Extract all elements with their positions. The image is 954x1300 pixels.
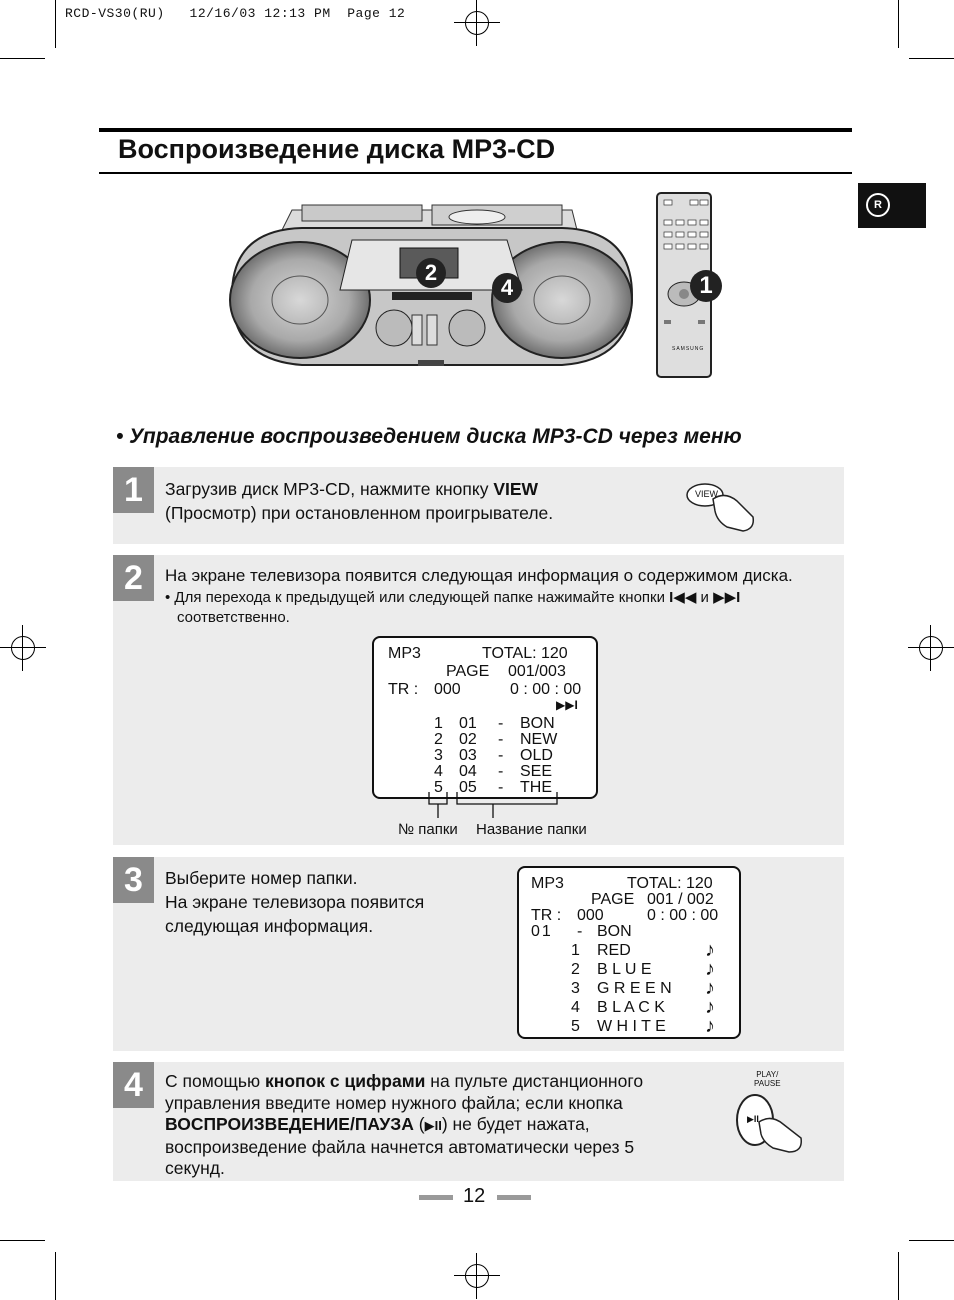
crop-mark — [55, 1252, 56, 1300]
step-1-panel — [113, 467, 844, 544]
bullet-text: • Для перехода к предыдущей или следующей папке нажимайте кнопки — [165, 589, 670, 606]
folder-code: 03 — [459, 747, 477, 764]
play-pause-button-glyph: ▶II — [747, 1114, 759, 1124]
step-4-line: С помощью — [165, 1071, 265, 1091]
play-pause-button-illustration — [733, 1092, 805, 1154]
play-pause-label: PLAY/ PAUSE — [754, 1070, 781, 1088]
bullet-text: и — [696, 589, 714, 606]
next-folder-glyph: ▶▶I — [713, 589, 741, 606]
music-note-icon: ♪ — [705, 996, 715, 1018]
file-name: W H I T E — [597, 1018, 666, 1035]
step-3-line: следующая информация. — [165, 916, 374, 936]
step-1-line: Загрузив диск MP3-CD, нажмите кнопку — [165, 479, 494, 499]
file-name: B L A C K — [597, 999, 665, 1016]
screen-track-label: TR : — [531, 907, 562, 924]
folder-code: 02 — [459, 731, 477, 748]
crop-mark — [55, 0, 56, 48]
language-tab — [858, 183, 926, 228]
folder-dash: - — [498, 747, 504, 764]
step-4-line: воспроизведение файла начнется автоматически через 5 — [165, 1136, 635, 1157]
screen-time: 0 : 00 : 00 — [647, 907, 719, 924]
folder-index: 4 — [434, 763, 443, 780]
step-1-line: (Просмотр) при остановленном проигрывателе. — [165, 503, 554, 523]
folder-name: NEW — [520, 731, 558, 748]
boombox-illustration — [222, 200, 638, 380]
screen-page-value: 001 / 002 — [647, 891, 714, 908]
screen-time: 0 : 00 : 00 — [510, 681, 582, 698]
folder-name: BON — [520, 715, 555, 732]
bullet-text: соответственно. — [177, 609, 290, 626]
step-number: 4 — [113, 1062, 154, 1108]
folder-code: 01 — [531, 923, 553, 940]
tv-screen-folders — [372, 636, 598, 799]
prev-folder-glyph: I◀◀ — [669, 589, 697, 606]
step-number: 1 — [113, 467, 154, 513]
page-title: Воспроизведение диска MP3-CD — [118, 134, 556, 164]
step-3-line: На экране телевизора появится — [165, 892, 425, 912]
tv-screen-files — [517, 866, 741, 1039]
crop-mark — [0, 1240, 45, 1241]
step-1-text — [165, 477, 553, 525]
step-4-panel — [113, 1062, 844, 1181]
screen-page-label: PAGE — [446, 663, 490, 680]
music-note-icon: ♪ — [705, 1015, 715, 1037]
crop-mark — [0, 58, 45, 59]
folder-name: SEE — [520, 763, 553, 780]
legend-folder-name: Название папки — [476, 821, 587, 838]
file-name: G R E E N — [597, 980, 672, 997]
view-button-illustration — [685, 477, 757, 533]
folder-name: BON — [597, 923, 632, 940]
registration-mark — [454, 1253, 500, 1299]
file-index: 1 — [571, 942, 580, 959]
view-button-name: VIEW — [493, 479, 539, 499]
legend-folder-number: № папки — [398, 821, 458, 838]
crop-mark — [898, 0, 899, 48]
screen-track-label: TR : — [388, 681, 419, 698]
file-index: 4 — [571, 999, 580, 1016]
step-2-bullet — [165, 588, 740, 628]
folder-dash: - — [498, 763, 504, 780]
file-name: B L U E — [597, 961, 652, 978]
file-index: 2 — [571, 961, 580, 978]
folder-name: OLD — [520, 747, 553, 764]
screen-track-value: 000 — [434, 681, 461, 698]
step-3-line: Выберите номер папки. — [165, 868, 358, 888]
step-4-text — [165, 1071, 643, 1180]
registration-mark — [454, 0, 500, 46]
step-number: 3 — [113, 857, 154, 903]
screen-next-glyph: ▶▶I — [556, 698, 578, 712]
folder-code: 05 — [459, 779, 477, 796]
screen-total: TOTAL: 120 — [482, 645, 568, 662]
language-badge: R — [866, 193, 890, 217]
music-note-icon: ♪ — [705, 977, 715, 999]
screen-label: MP3 — [531, 875, 564, 892]
number-buttons-term: кнопок с цифрами — [264, 1071, 426, 1091]
folder-code: 01 — [459, 715, 477, 732]
step-4-line: секунд. — [165, 1158, 225, 1178]
folder-name: THE — [520, 779, 552, 796]
title-rule — [99, 172, 852, 174]
play-pause-term: ВОСПРОИЗВЕДЕНИЕ/ПАУЗА — [165, 1114, 414, 1134]
screen-total: TOTAL: 120 — [627, 875, 713, 892]
registration-mark — [0, 625, 46, 671]
crop-mark — [909, 58, 954, 59]
view-button-label: VIEW — [695, 489, 719, 499]
file-index: 3 — [571, 980, 580, 997]
callout-badge: 1 — [690, 270, 722, 302]
page-number-bar — [419, 1195, 453, 1200]
folder-dash: - — [577, 923, 583, 940]
screen-label: MP3 — [388, 645, 421, 662]
step-4-line: ) не будет нажата, — [441, 1114, 590, 1134]
crop-mark — [909, 1240, 954, 1241]
folder-dash: - — [498, 779, 504, 796]
screen-page-value: 001/003 — [508, 663, 566, 680]
file-index: 5 — [571, 1018, 580, 1035]
screen-page-label: PAGE — [591, 891, 635, 908]
folder-dash: - — [498, 715, 504, 732]
step-4-line: управления введите номер нужного файла; если кнопка — [165, 1092, 623, 1113]
section-heading: • Управление воспроизведением диска MP3-CD через меню — [116, 425, 742, 448]
play-pause-glyph: ▶II — [424, 1118, 442, 1133]
folder-code: 04 — [459, 763, 477, 780]
folder-index: 2 — [434, 731, 443, 748]
file-name: RED — [597, 942, 631, 959]
step-2-text: На экране телевизора появится следующая информация о содержимом диска. — [165, 566, 793, 585]
callout-badge: 2 — [416, 258, 446, 288]
print-header: RCD-VS30(RU) 12/16/03 12:13 PM Page 12 — [65, 6, 406, 21]
music-note-icon: ♪ — [705, 939, 715, 961]
folder-index: 1 — [434, 715, 443, 732]
step-4-line: ( — [413, 1114, 425, 1134]
page-number-bar — [497, 1195, 531, 1200]
step-number: 2 — [113, 555, 154, 601]
music-note-icon: ♪ — [705, 958, 715, 980]
folder-dash: - — [498, 731, 504, 748]
legend-brackets — [425, 790, 565, 820]
step-3-text — [165, 866, 424, 938]
page-number: 12 — [463, 1185, 486, 1207]
title-rule — [99, 128, 852, 132]
folder-index: 3 — [434, 747, 443, 764]
folder-index: 5 — [434, 779, 443, 796]
callout-badge: 4 — [492, 273, 522, 303]
registration-mark — [908, 625, 954, 671]
remote-brand-label: SAMSUNG — [672, 346, 705, 352]
screen-track-value: 000 — [577, 907, 604, 924]
crop-mark — [898, 1252, 899, 1300]
step-4-line: на пульте дистанционного — [425, 1071, 644, 1091]
